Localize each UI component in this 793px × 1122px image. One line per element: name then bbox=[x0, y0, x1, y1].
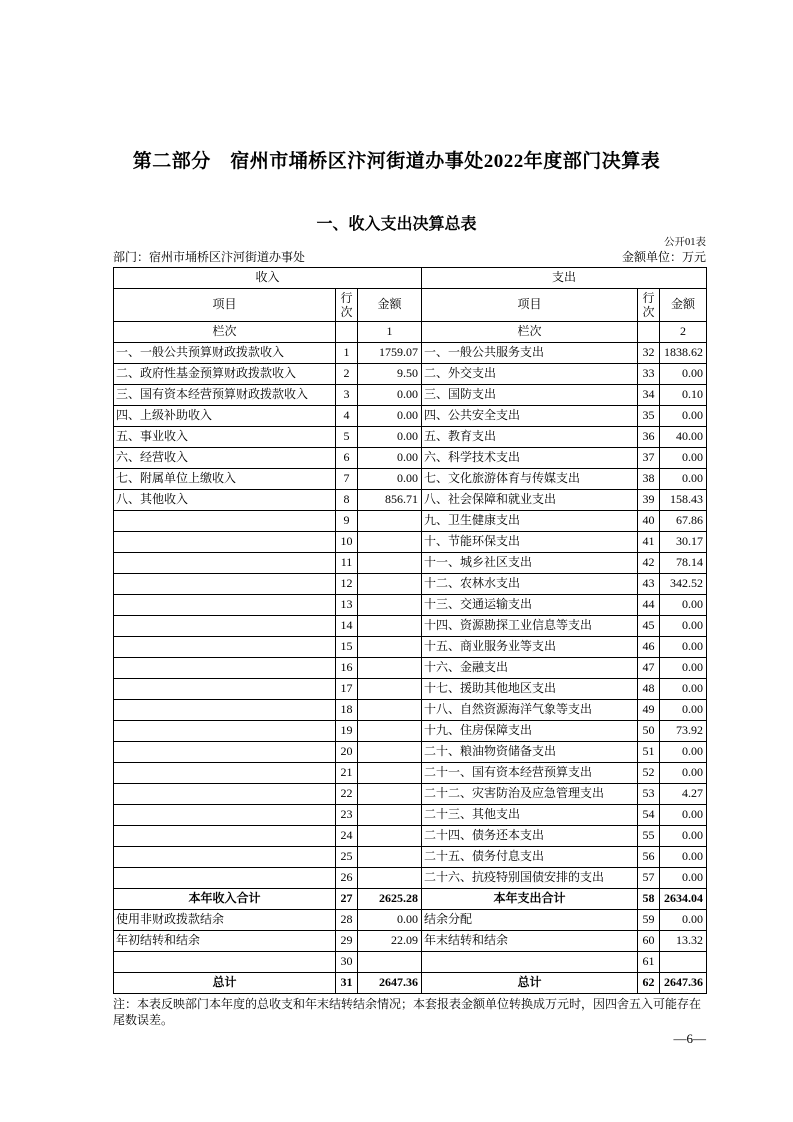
expenditure-item-cell: 十、节能环保支出 bbox=[422, 532, 638, 553]
income-item-cell bbox=[114, 637, 336, 658]
income-amount-cell bbox=[358, 721, 422, 742]
table-row bbox=[114, 763, 707, 784]
income-item-cell: 二、政府性基金预算财政拨款收入 bbox=[114, 364, 336, 385]
column-header-row bbox=[114, 289, 707, 322]
expenditure-rownum-cell: 48 bbox=[638, 679, 660, 700]
expenditure-amount-cell: 1838.62 bbox=[660, 343, 707, 364]
expenditure-amount-cell: 0.00 bbox=[660, 616, 707, 637]
expenditure-item-cell: 年末结转和结余 bbox=[422, 931, 638, 952]
income-item-cell bbox=[114, 532, 336, 553]
income-rownum-cell: 24 bbox=[336, 826, 358, 847]
income-rownum-cell: 14 bbox=[336, 616, 358, 637]
table-row bbox=[114, 784, 707, 805]
expenditure-item-cell: 十八、自然资源海洋气象等支出 bbox=[422, 700, 638, 721]
income-rownum-cell: 11 bbox=[336, 553, 358, 574]
section-header-row bbox=[114, 268, 707, 289]
income-amount-cell: 22.09 bbox=[358, 931, 422, 952]
income-item-cell: 四、上级补助收入 bbox=[114, 406, 336, 427]
income-item-cell bbox=[114, 553, 336, 574]
income-rownum-cell: 15 bbox=[336, 637, 358, 658]
income-amount-cell bbox=[358, 763, 422, 784]
expenditure-amount-cell: 0.00 bbox=[660, 910, 707, 931]
expenditure-rownum-cell: 56 bbox=[638, 847, 660, 868]
income-item-cell bbox=[114, 763, 336, 784]
income-amount-cell: 0.00 bbox=[358, 448, 422, 469]
table-row bbox=[114, 427, 707, 448]
expenditure-amount-cell: 0.00 bbox=[660, 847, 707, 868]
income-amount-cell bbox=[358, 553, 422, 574]
expenditure-amount-cell: 67.86 bbox=[660, 511, 707, 532]
table-row bbox=[114, 637, 707, 658]
document-title: 第二部分 宿州市埇桥区汴河街道办事处2022年度部门决算表 bbox=[132, 151, 661, 172]
expenditure-amount-cell: 0.00 bbox=[660, 826, 707, 847]
expenditure-amount-header: 金额 bbox=[660, 289, 707, 322]
expenditure-rownum-cell: 38 bbox=[638, 469, 660, 490]
expenditure-amount-cell: 2647.36 bbox=[660, 973, 707, 994]
expenditure-item-cell: 十二、农林水支出 bbox=[422, 574, 638, 595]
income-amount-cell bbox=[358, 595, 422, 616]
expenditure-item-cell: 六、科学技术支出 bbox=[422, 448, 638, 469]
expenditure-item-cell: 五、教育支出 bbox=[422, 427, 638, 448]
income-item-cell bbox=[114, 826, 336, 847]
income-rownum-cell: 7 bbox=[336, 469, 358, 490]
income-amount-cell bbox=[358, 952, 422, 973]
income-amount-cell: 0.00 bbox=[358, 406, 422, 427]
income-rownum-cell: 1 bbox=[336, 343, 358, 364]
expenditure-item-cell: 二十二、灾害防治及应急管理支出 bbox=[422, 784, 638, 805]
expenditure-amount-cell: 158.43 bbox=[660, 490, 707, 511]
expenditure-item-cell: 四、公共安全支出 bbox=[422, 406, 638, 427]
table-row bbox=[114, 469, 707, 490]
income-item-cell: 本年收入合计 bbox=[114, 889, 336, 910]
income-item-cell bbox=[114, 721, 336, 742]
income-amount-cell bbox=[358, 637, 422, 658]
income-rownum-cell: 19 bbox=[336, 721, 358, 742]
expenditure-rownum-cell: 36 bbox=[638, 427, 660, 448]
table-row bbox=[114, 574, 707, 595]
expenditure-amount-cell: 78.14 bbox=[660, 553, 707, 574]
table-row bbox=[114, 490, 707, 511]
expenditure-item-cell: 二十三、其他支出 bbox=[422, 805, 638, 826]
income-amount-cell bbox=[358, 742, 422, 763]
income-item-cell bbox=[114, 700, 336, 721]
table-row bbox=[114, 532, 707, 553]
expenditure-amount-cell: 40.00 bbox=[660, 427, 707, 448]
income-amount-cell bbox=[358, 511, 422, 532]
table-meta-row bbox=[113, 248, 706, 265]
income-rownum-header: 行次 bbox=[336, 289, 358, 322]
expenditure-item-cell: 总计 bbox=[422, 973, 638, 994]
page-number: —6— bbox=[673, 1031, 706, 1046]
expenditure-item-header: 项目 bbox=[422, 289, 638, 322]
expenditure-amount-cell: 0.00 bbox=[660, 805, 707, 826]
income-item-cell bbox=[114, 679, 336, 700]
expenditure-item-cell: 十九、住房保障支出 bbox=[422, 721, 638, 742]
income-item-cell bbox=[114, 868, 336, 889]
expenditure-rownum-cell: 54 bbox=[638, 805, 660, 826]
expenditure-item-cell: 十一、城乡社区支出 bbox=[422, 553, 638, 574]
table-row bbox=[114, 343, 707, 364]
table-row bbox=[114, 910, 707, 931]
income-item-cell: 一、一般公共预算财政拨款收入 bbox=[114, 343, 336, 364]
income-item-cell: 六、经营收入 bbox=[114, 448, 336, 469]
table-row bbox=[114, 553, 707, 574]
expenditure-amount-cell: 4.27 bbox=[660, 784, 707, 805]
expenditure-rownum-cell: 51 bbox=[638, 742, 660, 763]
expenditure-rownum-cell: 58 bbox=[638, 889, 660, 910]
income-rownum-cell: 2 bbox=[336, 364, 358, 385]
table-row bbox=[114, 742, 707, 763]
income-rownum-cell: 18 bbox=[336, 700, 358, 721]
income-amount-cell bbox=[358, 805, 422, 826]
income-amount-cell bbox=[358, 658, 422, 679]
expenditure-col-number: 2 bbox=[660, 322, 707, 343]
income-item-cell bbox=[114, 574, 336, 595]
income-amount-cell: 856.71 bbox=[358, 490, 422, 511]
expenditure-rownum-cell: 59 bbox=[638, 910, 660, 931]
income-rownum-cell: 27 bbox=[336, 889, 358, 910]
expenditure-rownum-cell: 57 bbox=[638, 868, 660, 889]
table-row bbox=[114, 952, 707, 973]
expenditure-item-cell: 本年支出合计 bbox=[422, 889, 638, 910]
income-amount-cell bbox=[358, 868, 422, 889]
income-rownum-cell: 5 bbox=[336, 427, 358, 448]
income-item-cell: 使用非财政拨款结余 bbox=[114, 910, 336, 931]
table-row bbox=[114, 595, 707, 616]
empty-cell bbox=[638, 322, 660, 343]
income-rownum-cell: 6 bbox=[336, 448, 358, 469]
expenditure-rownum-cell: 35 bbox=[638, 406, 660, 427]
income-rownum-cell: 25 bbox=[336, 847, 358, 868]
expenditure-rownum-cell: 45 bbox=[638, 616, 660, 637]
expenditure-amount-cell: 0.00 bbox=[660, 406, 707, 427]
table-title: 一、收入支出决算总表 bbox=[316, 216, 477, 233]
expenditure-item-cell: 十五、商业服务业等支出 bbox=[422, 637, 638, 658]
income-rownum-cell: 28 bbox=[336, 910, 358, 931]
expenditure-rownum-cell: 55 bbox=[638, 826, 660, 847]
expenditure-amount-cell: 0.10 bbox=[660, 385, 707, 406]
table-row bbox=[114, 889, 707, 910]
expenditure-rownum-cell: 49 bbox=[638, 700, 660, 721]
income-amount-cell: 2625.28 bbox=[358, 889, 422, 910]
expenditure-amount-cell: 2634.04 bbox=[660, 889, 707, 910]
income-amount-cell bbox=[358, 700, 422, 721]
income-rownum-cell: 21 bbox=[336, 763, 358, 784]
table-row bbox=[114, 973, 707, 994]
income-rownum-cell: 31 bbox=[336, 973, 358, 994]
income-item-cell bbox=[114, 511, 336, 532]
income-item-cell bbox=[114, 616, 336, 637]
income-item-header: 项目 bbox=[114, 289, 336, 322]
expenditure-rownum-cell: 41 bbox=[638, 532, 660, 553]
table-row bbox=[114, 700, 707, 721]
table-row bbox=[114, 658, 707, 679]
income-rownum-cell: 10 bbox=[336, 532, 358, 553]
table-row bbox=[114, 616, 707, 637]
expenditure-rownum-cell: 44 bbox=[638, 595, 660, 616]
expenditure-amount-cell: 0.00 bbox=[660, 742, 707, 763]
income-item-cell: 七、附属单位上缴收入 bbox=[114, 469, 336, 490]
expenditure-amount-cell bbox=[660, 952, 707, 973]
expenditure-rownum-cell: 62 bbox=[638, 973, 660, 994]
expenditure-amount-cell: 30.17 bbox=[660, 532, 707, 553]
expenditure-amount-cell: 0.00 bbox=[660, 637, 707, 658]
expenditure-item-cell: 三、国防支出 bbox=[422, 385, 638, 406]
expenditure-item-cell: 十三、交通运输支出 bbox=[422, 595, 638, 616]
expenditure-rownum-cell: 39 bbox=[638, 490, 660, 511]
expenditure-item-cell bbox=[422, 952, 638, 973]
expenditure-item-cell: 二、外交支出 bbox=[422, 364, 638, 385]
expenditure-item-cell: 二十一、国有资本经营预算支出 bbox=[422, 763, 638, 784]
income-item-cell: 年初结转和结余 bbox=[114, 931, 336, 952]
income-rownum-cell: 17 bbox=[336, 679, 358, 700]
expenditure-rownum-cell: 53 bbox=[638, 784, 660, 805]
income-rownum-cell: 16 bbox=[336, 658, 358, 679]
expenditure-amount-cell: 0.00 bbox=[660, 364, 707, 385]
income-amount-cell bbox=[358, 679, 422, 700]
expenditure-item-cell: 一、一般公共服务支出 bbox=[422, 343, 638, 364]
table-row bbox=[114, 364, 707, 385]
expenditure-amount-cell: 0.00 bbox=[660, 679, 707, 700]
expenditure-item-cell: 十四、资源勘探工业信息等支出 bbox=[422, 616, 638, 637]
expenditure-rownum-cell: 52 bbox=[638, 763, 660, 784]
income-amount-cell: 0.00 bbox=[358, 910, 422, 931]
income-amount-cell: 2647.36 bbox=[358, 973, 422, 994]
income-amount-header: 金额 bbox=[358, 289, 422, 322]
table-note: 注：本表反映部门本年度的总收支和年末结转结余情况；本套报表金额单位转换成万元时，因四舍五入可能存在尾数误差。 bbox=[113, 997, 702, 1028]
expenditure-rownum-cell: 50 bbox=[638, 721, 660, 742]
table-row bbox=[114, 511, 707, 532]
expenditure-rownum-cell: 46 bbox=[638, 637, 660, 658]
expenditure-amount-cell: 73.92 bbox=[660, 721, 707, 742]
expenditure-item-cell: 十七、援助其他地区支出 bbox=[422, 679, 638, 700]
income-lanci-cell: 栏次 bbox=[114, 322, 336, 343]
expenditure-rownum-cell: 34 bbox=[638, 385, 660, 406]
table-row bbox=[114, 931, 707, 952]
income-rownum-cell: 8 bbox=[336, 490, 358, 511]
income-item-cell: 总计 bbox=[114, 973, 336, 994]
income-amount-cell: 1759.07 bbox=[358, 343, 422, 364]
income-amount-cell bbox=[358, 847, 422, 868]
income-rownum-cell: 23 bbox=[336, 805, 358, 826]
expenditure-rownum-cell: 33 bbox=[638, 364, 660, 385]
income-amount-cell: 0.00 bbox=[358, 427, 422, 448]
table-row bbox=[114, 679, 707, 700]
income-rownum-cell: 12 bbox=[336, 574, 358, 595]
income-item-cell bbox=[114, 952, 336, 973]
income-item-cell bbox=[114, 742, 336, 763]
income-item-cell: 三、国有资本经营预算财政拨款收入 bbox=[114, 385, 336, 406]
expenditure-amount-cell: 342.52 bbox=[660, 574, 707, 595]
expenditure-item-cell: 七、文化旅游体育与传媒支出 bbox=[422, 469, 638, 490]
expenditure-rownum-cell: 42 bbox=[638, 553, 660, 574]
income-amount-cell bbox=[358, 574, 422, 595]
income-amount-cell bbox=[358, 616, 422, 637]
income-col-number: 1 bbox=[358, 322, 422, 343]
income-amount-cell: 0.00 bbox=[358, 469, 422, 490]
income-item-cell bbox=[114, 658, 336, 679]
income-rownum-cell: 9 bbox=[336, 511, 358, 532]
income-rownum-cell: 22 bbox=[336, 784, 358, 805]
table-row bbox=[114, 406, 707, 427]
expenditure-rownum-cell: 47 bbox=[638, 658, 660, 679]
table-row bbox=[114, 826, 707, 847]
income-item-cell: 五、事业收入 bbox=[114, 427, 336, 448]
table-row bbox=[114, 847, 707, 868]
table-row bbox=[114, 385, 707, 406]
expenditure-item-cell: 九、卫生健康支出 bbox=[422, 511, 638, 532]
expenditure-rownum-cell: 61 bbox=[638, 952, 660, 973]
expenditure-rownum-cell: 40 bbox=[638, 511, 660, 532]
expenditure-rownum-cell: 32 bbox=[638, 343, 660, 364]
expenditure-rownum-cell: 60 bbox=[638, 931, 660, 952]
expenditure-amount-cell: 13.32 bbox=[660, 931, 707, 952]
table-row bbox=[114, 868, 707, 889]
expenditure-item-cell: 二十、粮油物资储备支出 bbox=[422, 742, 638, 763]
income-item-cell bbox=[114, 805, 336, 826]
income-item-cell bbox=[114, 847, 336, 868]
income-expenditure-table bbox=[113, 267, 707, 994]
expenditure-item-cell: 十六、金融支出 bbox=[422, 658, 638, 679]
table-code-label: 公开01表 bbox=[664, 237, 706, 248]
table-row bbox=[114, 448, 707, 469]
income-rownum-cell: 29 bbox=[336, 931, 358, 952]
income-item-cell bbox=[114, 595, 336, 616]
expenditure-amount-cell: 0.00 bbox=[660, 763, 707, 784]
income-rownum-cell: 13 bbox=[336, 595, 358, 616]
income-item-cell bbox=[114, 784, 336, 805]
column-index-row bbox=[114, 322, 707, 343]
expenditure-item-cell: 结余分配 bbox=[422, 910, 638, 931]
expenditure-amount-cell: 0.00 bbox=[660, 868, 707, 889]
expenditure-item-cell: 二十六、抗疫特别国债安排的支出 bbox=[422, 868, 638, 889]
income-item-cell: 八、其他收入 bbox=[114, 490, 336, 511]
expenditure-amount-cell: 0.00 bbox=[660, 448, 707, 469]
income-rownum-cell: 20 bbox=[336, 742, 358, 763]
income-rownum-cell: 3 bbox=[336, 385, 358, 406]
income-rownum-cell: 26 bbox=[336, 868, 358, 889]
expenditure-amount-cell: 0.00 bbox=[660, 658, 707, 679]
income-amount-cell bbox=[358, 826, 422, 847]
expenditure-lanci-cell: 栏次 bbox=[422, 322, 638, 343]
income-section-header: 收入 bbox=[114, 268, 422, 289]
expenditure-item-cell: 二十五、债务付息支出 bbox=[422, 847, 638, 868]
income-amount-cell bbox=[358, 784, 422, 805]
table-row bbox=[114, 805, 707, 826]
expenditure-amount-cell: 0.00 bbox=[660, 595, 707, 616]
empty-cell bbox=[336, 322, 358, 343]
expenditure-section-header: 支出 bbox=[422, 268, 707, 289]
income-amount-cell: 0.00 bbox=[358, 385, 422, 406]
expenditure-amount-cell: 0.00 bbox=[660, 469, 707, 490]
income-rownum-cell: 4 bbox=[336, 406, 358, 427]
income-amount-cell: 9.50 bbox=[358, 364, 422, 385]
expenditure-rownum-cell: 43 bbox=[638, 574, 660, 595]
expenditure-item-cell: 八、社会保障和就业支出 bbox=[422, 490, 638, 511]
expenditure-item-cell: 二十四、债务还本支出 bbox=[422, 826, 638, 847]
income-amount-cell bbox=[358, 532, 422, 553]
unit-label: 金额单位：万元 bbox=[621, 250, 706, 264]
table-row bbox=[114, 721, 707, 742]
department-label: 部门：宿州市埇桥区汴河街道办事处 bbox=[113, 250, 306, 264]
expenditure-rownum-header: 行次 bbox=[638, 289, 660, 322]
income-rownum-cell: 30 bbox=[336, 952, 358, 973]
expenditure-rownum-cell: 37 bbox=[638, 448, 660, 469]
expenditure-amount-cell: 0.00 bbox=[660, 700, 707, 721]
